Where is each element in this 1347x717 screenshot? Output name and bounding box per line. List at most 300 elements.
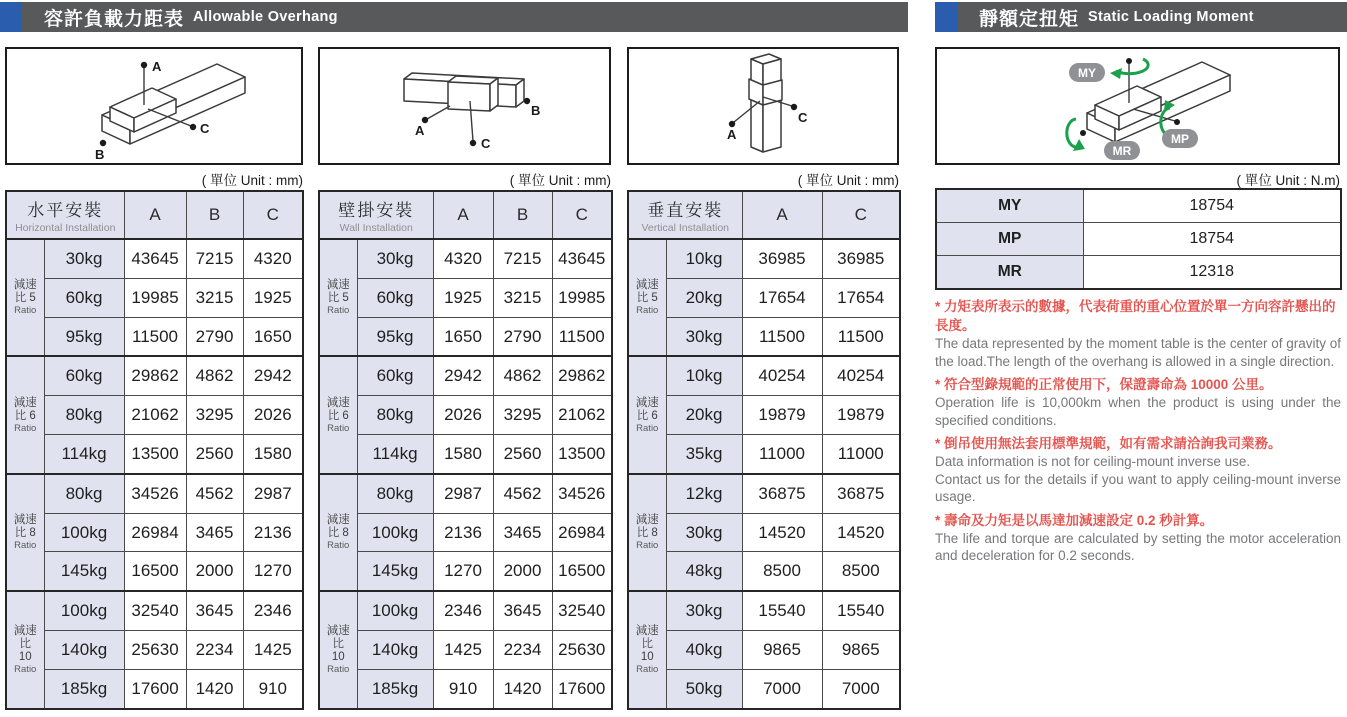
ratio-line: 減速	[635, 279, 659, 292]
table-row	[628, 552, 900, 591]
table-title-en: Vertical Installation	[641, 222, 730, 234]
column-header-b: B	[493, 191, 552, 239]
value-cell: 13500	[552, 435, 612, 474]
value-cell: 19985	[552, 278, 612, 317]
value-cell: 34526	[124, 474, 186, 513]
ratio-cell	[628, 474, 666, 591]
value-cell: 3215	[493, 278, 552, 317]
value-cell: 1925	[433, 278, 493, 317]
ratio-line: 減速	[326, 625, 350, 638]
table-header-row	[6, 191, 303, 239]
ratio-line: 10	[640, 651, 654, 664]
value-cell: 29862	[124, 356, 186, 395]
mr-label: MR	[1112, 144, 1132, 158]
value-cell: 2026	[433, 396, 493, 435]
unit-label-mm: ( 單位 Unit : mm)	[509, 173, 611, 188]
point-c-dot	[791, 104, 797, 110]
load-cell: 100kg	[357, 591, 433, 630]
note-en: Data information is not for ceiling-mount inverse use.	[935, 454, 1251, 469]
table-row	[319, 669, 612, 709]
table-row	[628, 591, 900, 630]
point-a-label: A	[727, 127, 737, 142]
ratio-line: Ratio	[636, 305, 659, 317]
load-cell: 30kg	[666, 317, 742, 356]
note-zh: * 力矩表所表示的數據，代表荷重的重心位置於單一方向容許懸出的長度。	[935, 299, 1336, 333]
value-cell: 2346	[243, 591, 303, 630]
ratio-cell	[319, 356, 357, 473]
value-cell: 36875	[822, 474, 900, 513]
ratio-line: 比 6	[14, 409, 36, 422]
horizontal-installation-diagram	[5, 47, 303, 165]
value-cell: 2942	[433, 356, 493, 395]
vertical-table-grid	[627, 190, 901, 710]
moment-table-grid	[935, 188, 1342, 290]
load-cell: 95kg	[357, 317, 433, 356]
value-cell: 32540	[552, 591, 612, 630]
load-cell: 145kg	[44, 552, 124, 591]
ratio-line: 減速	[635, 396, 659, 409]
value-cell: 2234	[186, 631, 243, 670]
my-label: MY	[1078, 66, 1096, 80]
table-row	[6, 552, 303, 591]
load-cell: 114kg	[357, 435, 433, 474]
value-cell: 1270	[433, 552, 493, 591]
value-cell: 1925	[243, 278, 303, 317]
point-a-dot	[141, 62, 147, 68]
load-cell: 48kg	[666, 552, 742, 591]
allowable-overhang-header	[0, 2, 908, 32]
value-cell: 2000	[493, 552, 552, 591]
value-cell: 14520	[742, 513, 822, 552]
ratio-line: 減速	[635, 514, 659, 527]
column-header-c: C	[243, 191, 303, 239]
ratio-line: Ratio	[636, 664, 659, 676]
value-cell: 16500	[124, 552, 186, 591]
section-title-en: Static Loading Moment	[1088, 9, 1254, 25]
column-header-a: A	[433, 191, 493, 239]
value-cell: 17654	[822, 278, 900, 317]
moment-directions-diagram	[935, 47, 1340, 165]
value-cell: 17600	[552, 669, 612, 709]
unit-label-nm: ( 單位 Unit : N.m)	[1236, 173, 1340, 188]
moment-value: 12318	[1083, 255, 1341, 289]
moment-row	[936, 189, 1341, 223]
load-cell: 185kg	[357, 669, 433, 709]
horizontal-table-grid	[5, 190, 304, 710]
value-cell: 40254	[742, 356, 822, 395]
ratio-line: Ratio	[14, 540, 37, 552]
table-title	[319, 191, 433, 239]
moment-row	[936, 255, 1341, 289]
load-cell: 80kg	[44, 396, 124, 435]
table-row	[6, 513, 303, 552]
value-cell: 2000	[186, 552, 243, 591]
table-row	[628, 396, 900, 435]
load-cell: 30kg	[44, 239, 124, 278]
load-cell: 40kg	[666, 631, 742, 670]
value-cell: 40254	[822, 356, 900, 395]
value-cell: 11500	[552, 317, 612, 356]
point-c-label: C	[481, 136, 491, 151]
point-c-dot	[470, 140, 476, 146]
table-title-zh: 垂直安裝	[647, 201, 724, 220]
value-cell: 910	[243, 669, 303, 709]
value-cell: 34526	[552, 474, 612, 513]
vertical-installation-diagram	[627, 47, 899, 165]
ratio-line: Ratio	[14, 664, 37, 676]
table-row	[6, 317, 303, 356]
value-cell: 11000	[822, 435, 900, 474]
value-cell: 8500	[742, 552, 822, 591]
moment-label: MY	[936, 189, 1083, 223]
column-header-c: C	[552, 191, 612, 239]
value-cell: 19879	[742, 396, 822, 435]
value-cell: 26984	[124, 513, 186, 552]
table-row	[6, 591, 303, 630]
table-row	[319, 513, 612, 552]
table-title	[6, 191, 124, 239]
ratio-cell	[319, 239, 357, 356]
note-en: The data represented by the moment table is the center of gravity of the load.The length of the overhang is allowed in a single direction.	[935, 336, 1341, 369]
value-cell: 2942	[243, 356, 303, 395]
ratio-line: 10	[331, 651, 345, 664]
moment-value: 18754	[1083, 189, 1341, 223]
value-cell: 17600	[124, 669, 186, 709]
value-cell: 11500	[742, 317, 822, 356]
ratio-line: 減速	[13, 279, 37, 292]
value-cell: 21062	[124, 396, 186, 435]
load-cell: 30kg	[666, 513, 742, 552]
column-header-a: A	[124, 191, 186, 239]
load-cell: 20kg	[666, 396, 742, 435]
point-b-label: B	[95, 147, 105, 162]
value-cell: 1580	[243, 435, 303, 474]
value-cell: 15540	[822, 591, 900, 630]
rail-isometric-drawing	[629, 49, 897, 163]
load-cell: 80kg	[357, 396, 433, 435]
load-cell: 12kg	[666, 474, 742, 513]
value-cell: 2136	[433, 513, 493, 552]
section-title-zh: 靜額定扭矩	[979, 8, 1080, 30]
load-cell: 20kg	[666, 278, 742, 317]
ratio-line: 減速	[13, 396, 37, 409]
value-cell: 9865	[822, 631, 900, 670]
value-cell: 910	[433, 669, 493, 709]
table-row	[6, 631, 303, 670]
section-title-en: Allowable Overhang	[193, 9, 338, 25]
value-cell: 11000	[742, 435, 822, 474]
ratio-line: Ratio	[636, 540, 659, 552]
table-header-row	[628, 191, 900, 239]
load-cell: 50kg	[666, 669, 742, 709]
value-cell: 3295	[493, 396, 552, 435]
value-cell: 9865	[742, 631, 822, 670]
ratio-line: 比 5	[14, 292, 36, 305]
rail-isometric-drawing	[320, 49, 609, 163]
vertical-installation-table	[627, 190, 899, 710]
table-title-zh: 壁掛安裝	[338, 201, 415, 220]
load-cell: 100kg	[44, 513, 124, 552]
ratio-line: Ratio	[14, 422, 37, 434]
value-cell: 2790	[493, 317, 552, 356]
value-cell: 1420	[493, 669, 552, 709]
load-cell: 185kg	[44, 669, 124, 709]
point-a-label: A	[415, 123, 425, 138]
ratio-line: 減速	[326, 279, 350, 292]
value-cell: 4320	[243, 239, 303, 278]
table-row	[6, 435, 303, 474]
unit-label-mm: ( 單位 Unit : mm)	[201, 173, 303, 188]
moment-label: MR	[936, 255, 1083, 289]
ratio-line: 減速	[326, 514, 350, 527]
value-cell: 7215	[186, 239, 243, 278]
value-cell: 1270	[243, 552, 303, 591]
ratio-cell	[628, 356, 666, 473]
table-row	[628, 356, 900, 395]
ratio-line: 減速	[13, 625, 37, 638]
value-cell: 3645	[186, 591, 243, 630]
load-cell: 60kg	[357, 278, 433, 317]
value-cell: 25630	[124, 631, 186, 670]
ratio-line: 比 8	[636, 527, 658, 540]
value-cell: 36875	[742, 474, 822, 513]
load-cell: 35kg	[666, 435, 742, 474]
table-row	[319, 552, 612, 591]
value-cell: 3465	[186, 513, 243, 552]
value-cell: 1425	[433, 631, 493, 670]
load-cell: 10kg	[666, 356, 742, 395]
value-cell: 4562	[186, 474, 243, 513]
table-row	[319, 435, 612, 474]
value-cell: 36985	[742, 239, 822, 278]
table-row	[628, 435, 900, 474]
table-row	[319, 317, 612, 356]
note-zh: * 倒吊使用無法套用標準規範，如有需求請洽詢我司業務。	[935, 436, 1282, 451]
blue-accent-square	[0, 2, 22, 32]
table-row	[628, 513, 900, 552]
value-cell: 2790	[186, 317, 243, 356]
load-cell: 10kg	[666, 239, 742, 278]
table-row	[319, 356, 612, 395]
value-cell: 2136	[243, 513, 303, 552]
ratio-cell	[628, 239, 666, 356]
table-row	[319, 474, 612, 513]
load-cell: 140kg	[44, 631, 124, 670]
ratio-cell	[6, 356, 44, 473]
point-c-label: C	[798, 110, 808, 125]
value-cell: 36985	[822, 239, 900, 278]
table-header-row	[319, 191, 612, 239]
table-row	[319, 239, 612, 278]
column-header-a: A	[742, 191, 822, 239]
load-cell: 95kg	[44, 317, 124, 356]
table-title-zh: 水平安裝	[27, 201, 104, 220]
value-cell: 4862	[493, 356, 552, 395]
ratio-line: 減速	[13, 514, 37, 527]
ratio-cell	[319, 474, 357, 591]
table-row	[319, 631, 612, 670]
table-row	[6, 396, 303, 435]
point-a-label: A	[152, 59, 162, 74]
table-row	[628, 474, 900, 513]
note-zh: * 壽命及力矩是以馬達加減速設定 0.2 秒計算。	[935, 512, 1214, 528]
load-cell: 30kg	[666, 591, 742, 630]
ratio-cell	[628, 591, 666, 709]
table-row	[628, 317, 900, 356]
table-row	[628, 239, 900, 278]
note-zh: * 符合型錄規範的正常使用下，保證壽命為 10000 公里。	[935, 377, 1273, 392]
value-cell: 1580	[433, 435, 493, 474]
wall-table-grid	[318, 190, 613, 710]
value-cell: 2234	[493, 631, 552, 670]
table-row	[6, 669, 303, 709]
footnotes	[935, 297, 1341, 565]
value-cell: 7000	[822, 669, 900, 709]
ratio-cell	[6, 474, 44, 591]
value-cell: 2026	[243, 396, 303, 435]
table-row	[628, 631, 900, 670]
value-cell: 2987	[243, 474, 303, 513]
value-cell: 19985	[124, 278, 186, 317]
ratio-line: Ratio	[327, 305, 350, 317]
moment-value: 18754	[1083, 223, 1341, 256]
value-cell: 3295	[186, 396, 243, 435]
ratio-line: 比	[19, 638, 31, 651]
column-header-c: C	[822, 191, 900, 239]
load-cell: 30kg	[357, 239, 433, 278]
value-cell: 16500	[552, 552, 612, 591]
value-cell: 2346	[433, 591, 493, 630]
table-row	[319, 278, 612, 317]
value-cell: 3215	[186, 278, 243, 317]
ratio-cell	[6, 239, 44, 356]
load-cell: 140kg	[357, 631, 433, 670]
load-cell: 60kg	[357, 356, 433, 395]
value-cell: 21062	[552, 396, 612, 435]
load-cell: 80kg	[44, 474, 124, 513]
load-cell: 60kg	[44, 356, 124, 395]
ratio-line: 10	[18, 651, 32, 664]
ratio-line: 比	[641, 638, 653, 651]
load-cell: 80kg	[357, 474, 433, 513]
ratio-line: 比 5	[327, 292, 349, 305]
table-row	[6, 356, 303, 395]
value-cell: 7000	[742, 669, 822, 709]
table-title-en: Wall Installation	[339, 222, 413, 234]
blue-accent-square	[935, 2, 957, 32]
static-loading-moment-header	[935, 2, 1347, 32]
ratio-line: 比	[332, 638, 344, 651]
ratio-line: 比 8	[14, 527, 36, 540]
table-row	[6, 239, 303, 278]
value-cell: 15540	[742, 591, 822, 630]
value-cell: 11500	[822, 317, 900, 356]
table-row	[628, 669, 900, 709]
table-title	[628, 191, 742, 239]
ratio-line: 減速	[635, 625, 659, 638]
point-b-dot	[524, 98, 530, 104]
load-cell: 60kg	[44, 278, 124, 317]
static-loading-moment-table	[935, 188, 1340, 290]
value-cell: 43645	[124, 239, 186, 278]
moment-label: MP	[936, 223, 1083, 256]
ratio-line: 比 8	[327, 527, 349, 540]
table-row	[6, 278, 303, 317]
value-cell: 8500	[822, 552, 900, 591]
value-cell: 1420	[186, 669, 243, 709]
value-cell: 1650	[433, 317, 493, 356]
column-header-b: B	[186, 191, 243, 239]
value-cell: 32540	[124, 591, 186, 630]
value-cell: 13500	[124, 435, 186, 474]
value-cell: 1650	[243, 317, 303, 356]
value-cell: 25630	[552, 631, 612, 670]
value-cell: 4862	[186, 356, 243, 395]
ratio-line: 比 6	[327, 409, 349, 422]
value-cell: 43645	[552, 239, 612, 278]
load-cell: 100kg	[357, 513, 433, 552]
value-cell: 3645	[493, 591, 552, 630]
value-cell: 2560	[186, 435, 243, 474]
wall-installation-table	[318, 190, 611, 710]
horizontal-installation-table	[5, 190, 302, 710]
load-cell: 145kg	[357, 552, 433, 591]
point-c-dot	[190, 124, 196, 130]
rail-isometric-drawing	[937, 49, 1338, 163]
note-en: The life and torque are calculated by setting the motor acceleration and deceleration for 0.2 seconds.	[935, 530, 1341, 563]
ratio-line: Ratio	[327, 540, 350, 552]
ratio-cell	[6, 591, 44, 709]
value-cell: 2987	[433, 474, 493, 513]
ratio-line: Ratio	[636, 422, 659, 434]
ratio-cell	[319, 591, 357, 709]
unit-label-mm: ( 單位 Unit : mm)	[797, 173, 899, 188]
value-cell: 26984	[552, 513, 612, 552]
table-row	[6, 474, 303, 513]
value-cell: 29862	[552, 356, 612, 395]
load-cell: 114kg	[44, 435, 124, 474]
note-en: Contact us for the details if you want to apply ceiling-mount inverse usage.	[935, 471, 1341, 504]
rail-isometric-drawing	[7, 49, 301, 163]
point-b-label: B	[531, 103, 541, 118]
value-cell: 2560	[493, 435, 552, 474]
value-cell: 17654	[742, 278, 822, 317]
value-cell: 19879	[822, 396, 900, 435]
value-cell: 7215	[493, 239, 552, 278]
value-cell: 14520	[822, 513, 900, 552]
ratio-line: 比 6	[636, 409, 658, 422]
ratio-line: 減速	[326, 396, 350, 409]
wall-installation-diagram	[318, 47, 611, 165]
table-row	[628, 278, 900, 317]
table-title-en: Horizontal Installation	[15, 222, 116, 234]
table-row	[319, 396, 612, 435]
point-b-dot	[100, 140, 106, 146]
note-en: Operation life is 10,000km when the product is using under the specified conditions.	[935, 395, 1341, 428]
value-cell: 4562	[493, 474, 552, 513]
value-cell: 4320	[433, 239, 493, 278]
point-c-label: C	[200, 121, 210, 136]
value-cell: 11500	[124, 317, 186, 356]
ratio-line: Ratio	[14, 305, 37, 317]
value-cell: 3465	[493, 513, 552, 552]
ratio-line: Ratio	[327, 422, 350, 434]
moment-row	[936, 223, 1341, 256]
table-row	[319, 591, 612, 630]
ratio-line: Ratio	[327, 664, 350, 676]
value-cell: 1425	[243, 631, 303, 670]
load-cell: 100kg	[44, 591, 124, 630]
